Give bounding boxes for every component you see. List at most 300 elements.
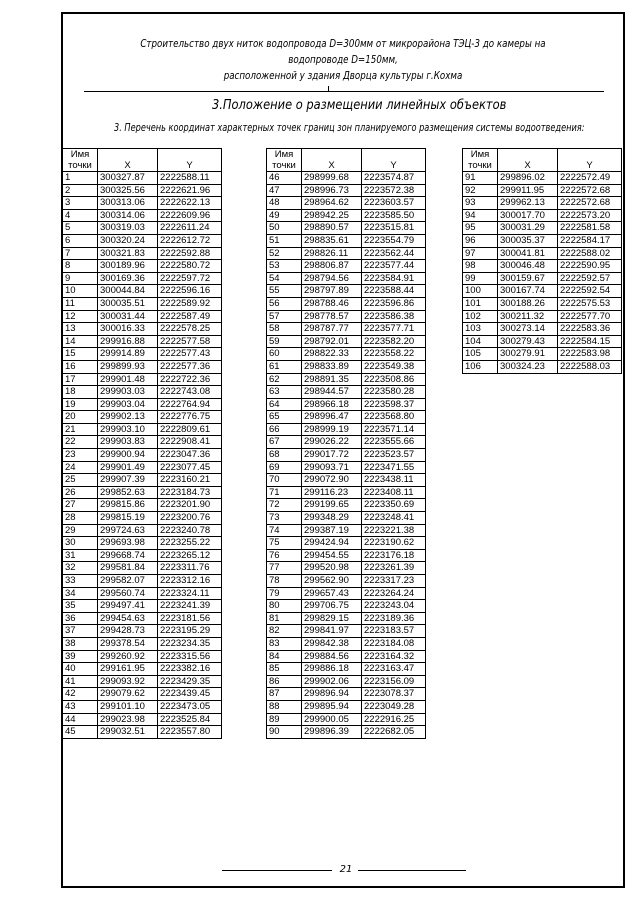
point-name-cell: 33: [63, 575, 98, 588]
x-coordinate-cell: 299815.86: [98, 499, 158, 512]
point-name-cell: 8: [63, 260, 98, 273]
table-row: [63, 461, 222, 474]
y-coordinate-cell: 2223201.90: [158, 499, 222, 512]
point-name-cell: 13: [63, 323, 98, 336]
point-name-cell: 22: [63, 436, 98, 449]
x-coordinate-cell: 300046.48: [498, 260, 558, 273]
x-coordinate-cell: 298964.62: [302, 197, 362, 210]
point-name-cell: 3: [63, 197, 98, 210]
x-coordinate-cell: 299161.95: [98, 663, 158, 676]
y-coordinate-cell: 2223598.37: [362, 398, 426, 411]
table-row: [63, 247, 222, 260]
x-coordinate-cell: 299852.63: [98, 486, 158, 499]
page-number: 21: [339, 864, 353, 875]
point-name-cell: 18: [63, 386, 98, 399]
x-coordinate-cell: 299116.23: [302, 486, 362, 499]
point-name-cell: 25: [63, 474, 98, 487]
table-row: [267, 600, 426, 613]
y-coordinate-cell: 2223184.08: [362, 637, 426, 650]
x-coordinate-cell: 298996.47: [302, 411, 362, 424]
table-row: [267, 386, 426, 399]
col-header-y: Y: [362, 149, 426, 172]
y-coordinate-cell: 2223184.73: [158, 486, 222, 499]
y-coordinate-cell: 2223163.47: [362, 663, 426, 676]
y-coordinate-cell: 2222588.02: [558, 247, 622, 260]
point-name-cell: 39: [63, 650, 98, 663]
table-row: [267, 335, 426, 348]
x-coordinate-cell: 299520.98: [302, 562, 362, 575]
y-coordinate-cell: 2222584.15: [558, 335, 622, 348]
table-row: [63, 637, 222, 650]
x-coordinate-cell: 300188.26: [498, 297, 558, 310]
x-coordinate-cell: 300273.14: [498, 323, 558, 336]
y-coordinate-cell: 2222581.58: [558, 222, 622, 235]
y-coordinate-cell: 2222621.96: [158, 184, 222, 197]
table-row: [267, 499, 426, 512]
y-coordinate-cell: 2222722.36: [158, 373, 222, 386]
y-coordinate-cell: 2222916.25: [362, 713, 426, 726]
table-row: [63, 323, 222, 336]
y-coordinate-cell: 2223584.91: [362, 272, 426, 285]
x-coordinate-cell: 299093.92: [98, 675, 158, 688]
y-coordinate-cell: 2222577.70: [558, 310, 622, 323]
y-coordinate-cell: 2222590.95: [558, 260, 622, 273]
point-name-cell: 15: [63, 348, 98, 361]
point-name-cell: 55: [267, 285, 302, 298]
x-coordinate-cell: 300314.06: [98, 209, 158, 222]
y-coordinate-cell: 2222583.36: [558, 323, 622, 336]
table-row: [267, 486, 426, 499]
point-name-cell: 23: [63, 449, 98, 462]
table-row: [63, 675, 222, 688]
table-row: [463, 209, 622, 222]
point-name-cell: 75: [267, 537, 302, 550]
table-row: [267, 222, 426, 235]
x-coordinate-cell: 300017.70: [498, 209, 558, 222]
x-coordinate-cell: 299032.51: [98, 726, 158, 739]
y-coordinate-cell: 2223221.38: [362, 524, 426, 537]
table-row: [63, 172, 222, 185]
x-coordinate-cell: 299560.74: [98, 587, 158, 600]
y-coordinate-cell: 2222592.54: [558, 285, 622, 298]
y-coordinate-cell: 2222588.11: [158, 172, 222, 185]
point-name-cell: 16: [63, 360, 98, 373]
point-name-cell: 42: [63, 688, 98, 701]
point-name-cell: 58: [267, 323, 302, 336]
table-row: [267, 297, 426, 310]
x-coordinate-cell: 298788.46: [302, 297, 362, 310]
y-coordinate-cell: 2223049.28: [362, 700, 426, 713]
x-coordinate-cell: 298944.57: [302, 386, 362, 399]
x-coordinate-cell: 299900.94: [98, 449, 158, 462]
x-coordinate-cell: 298891.35: [302, 373, 362, 386]
col-header-x: X: [498, 149, 558, 172]
x-coordinate-cell: 299901.48: [98, 373, 158, 386]
table-row: [267, 398, 426, 411]
table-row: [267, 549, 426, 562]
x-coordinate-cell: 298835.61: [302, 234, 362, 247]
x-coordinate-cell: 299902.13: [98, 411, 158, 424]
y-coordinate-cell: 2222776.75: [158, 411, 222, 424]
x-coordinate-cell: 299668.74: [98, 549, 158, 562]
point-name-cell: 90: [267, 726, 302, 739]
y-coordinate-cell: 2222592.57: [558, 272, 622, 285]
point-name-cell: 47: [267, 184, 302, 197]
point-name-cell: 86: [267, 675, 302, 688]
x-coordinate-cell: 300211.32: [498, 310, 558, 323]
x-coordinate-cell: 299903.03: [98, 386, 158, 399]
point-name-cell: 52: [267, 247, 302, 260]
point-name-cell: 14: [63, 335, 98, 348]
x-coordinate-cell: 299026.22: [302, 436, 362, 449]
footer-line-left: [222, 870, 332, 871]
point-name-cell: 12: [63, 310, 98, 323]
header-line-2: расположенной у здания Дворца культуры г.Кохма: [223, 70, 463, 82]
table-row: [63, 587, 222, 600]
point-name-cell: 98: [463, 260, 498, 273]
table-row: [63, 575, 222, 588]
y-coordinate-cell: 2222622.13: [158, 197, 222, 210]
table-row: [63, 600, 222, 613]
table-row: [463, 222, 622, 235]
x-coordinate-cell: 299348.29: [302, 512, 362, 525]
y-coordinate-cell: 2222908.41: [158, 436, 222, 449]
table-row: [63, 562, 222, 575]
x-coordinate-cell: 299023.98: [98, 713, 158, 726]
y-coordinate-cell: 2223582.20: [362, 335, 426, 348]
table-row: [63, 398, 222, 411]
point-name-cell: 59: [267, 335, 302, 348]
table-row: [267, 663, 426, 676]
y-coordinate-cell: 2223571.14: [362, 423, 426, 436]
y-coordinate-cell: 2223574.87: [362, 172, 426, 185]
table-row: [63, 486, 222, 499]
y-coordinate-cell: 2223241.39: [158, 600, 222, 613]
y-coordinate-cell: 2222588.03: [558, 360, 622, 373]
y-coordinate-cell: 2223317.23: [362, 575, 426, 588]
point-name-cell: 48: [267, 197, 302, 210]
y-coordinate-cell: 2223183.57: [362, 625, 426, 638]
section-title: 3.Положение о размещении линейных объектов: [212, 98, 507, 113]
y-coordinate-cell: 2223078.37: [362, 688, 426, 701]
y-coordinate-cell: 2222596.16: [158, 285, 222, 298]
col-header-name: [267, 149, 302, 172]
table-row: [267, 436, 426, 449]
point-name-cell: 60: [267, 348, 302, 361]
table-row: [267, 234, 426, 247]
y-coordinate-cell: 2223200.76: [158, 512, 222, 525]
x-coordinate-cell: 300044.84: [98, 285, 158, 298]
point-name-cell: 49: [267, 209, 302, 222]
point-name-cell: 5: [63, 222, 98, 235]
y-coordinate-cell: 2222577.43: [158, 348, 222, 361]
x-coordinate-cell: 298999.19: [302, 423, 362, 436]
table-row: [63, 726, 222, 739]
y-coordinate-cell: 2222584.17: [558, 234, 622, 247]
table-row: [63, 184, 222, 197]
point-name-cell: 78: [267, 575, 302, 588]
x-coordinate-cell: 299428.73: [98, 625, 158, 638]
y-coordinate-cell: 2223471.55: [362, 461, 426, 474]
x-coordinate-cell: 298806.87: [302, 260, 362, 273]
x-coordinate-cell: 299907.39: [98, 474, 158, 487]
point-name-cell: 92: [463, 184, 498, 197]
table-header-row: [463, 149, 622, 172]
table-row: [63, 688, 222, 701]
point-name-cell: 101: [463, 297, 498, 310]
table-row: [463, 234, 622, 247]
table-row: [463, 272, 622, 285]
point-name-cell: 63: [267, 386, 302, 399]
y-coordinate-cell: 2223181.56: [158, 612, 222, 625]
table-row: [63, 700, 222, 713]
x-coordinate-cell: 299884.56: [302, 650, 362, 663]
y-coordinate-cell: 2223603.57: [362, 197, 426, 210]
point-name-cell: 21: [63, 423, 98, 436]
point-name-cell: 79: [267, 587, 302, 600]
point-name-cell: 38: [63, 637, 98, 650]
y-coordinate-cell: 2223176.18: [362, 549, 426, 562]
table-row: [63, 436, 222, 449]
table-row: [267, 197, 426, 210]
point-name-cell: 97: [463, 247, 498, 260]
y-coordinate-cell: 2223240.78: [158, 524, 222, 537]
y-coordinate-cell: 2223515.81: [362, 222, 426, 235]
table-row: [63, 335, 222, 348]
point-name-cell: 87: [267, 688, 302, 701]
point-name-cell: 44: [63, 713, 98, 726]
col-header-name: [63, 149, 98, 172]
x-coordinate-cell: 299896.94: [302, 688, 362, 701]
point-name-cell: 76: [267, 549, 302, 562]
table-row: [63, 272, 222, 285]
point-name-cell: 43: [63, 700, 98, 713]
point-name-cell: 30: [63, 537, 98, 550]
y-coordinate-cell: 2223596.86: [362, 297, 426, 310]
y-coordinate-cell: 2223577.44: [362, 260, 426, 273]
point-name-cell: 62: [267, 373, 302, 386]
point-name-cell: 71: [267, 486, 302, 499]
point-name-cell: 45: [63, 726, 98, 739]
table-row: [267, 247, 426, 260]
y-coordinate-cell: 2222609.96: [158, 209, 222, 222]
table-header-row: [63, 149, 222, 172]
table-row: [63, 474, 222, 487]
y-coordinate-cell: 2222587.49: [158, 310, 222, 323]
table-row: [267, 260, 426, 273]
coordinates-table-1: [62, 148, 222, 739]
y-coordinate-cell: 2223047.36: [158, 449, 222, 462]
x-coordinate-cell: 299841.97: [302, 625, 362, 638]
table-row: [63, 449, 222, 462]
point-name-cell: 57: [267, 310, 302, 323]
x-coordinate-cell: 299260.92: [98, 650, 158, 663]
x-coordinate-cell: 299581.84: [98, 562, 158, 575]
point-name-cell: 50: [267, 222, 302, 235]
table-row: [267, 688, 426, 701]
x-coordinate-cell: 300016.33: [98, 323, 158, 336]
y-coordinate-cell: 2223588.44: [362, 285, 426, 298]
x-coordinate-cell: 298942.25: [302, 209, 362, 222]
col-header-name: [463, 149, 498, 172]
point-name-cell: 67: [267, 436, 302, 449]
y-coordinate-cell: 2222578.25: [158, 323, 222, 336]
header-divider: [84, 91, 604, 92]
y-coordinate-cell: 2223525.84: [158, 713, 222, 726]
x-coordinate-cell: 299072.90: [302, 474, 362, 487]
y-coordinate-cell: 2223586.38: [362, 310, 426, 323]
table-row: [267, 449, 426, 462]
table-row: [463, 335, 622, 348]
table-row: [463, 260, 622, 273]
y-coordinate-cell: 2223429.35: [158, 675, 222, 688]
y-coordinate-cell: 2223439.45: [158, 688, 222, 701]
x-coordinate-cell: 299497.41: [98, 600, 158, 613]
table-row: [267, 285, 426, 298]
point-name-cell: 61: [267, 360, 302, 373]
table-row: [267, 360, 426, 373]
table-row: [63, 650, 222, 663]
x-coordinate-cell: 299582.07: [98, 575, 158, 588]
y-coordinate-cell: 2223261.39: [362, 562, 426, 575]
x-coordinate-cell: 299657.43: [302, 587, 362, 600]
x-coordinate-cell: 298822.33: [302, 348, 362, 361]
x-coordinate-cell: 299903.04: [98, 398, 158, 411]
x-coordinate-cell: 298999.68: [302, 172, 362, 185]
x-coordinate-cell: 298794.56: [302, 272, 362, 285]
point-name-cell: 88: [267, 700, 302, 713]
table-row: [267, 637, 426, 650]
table-row: [267, 423, 426, 436]
y-coordinate-cell: 2223265.12: [158, 549, 222, 562]
y-coordinate-cell: 2222612.72: [158, 234, 222, 247]
x-coordinate-cell: 299387.19: [302, 524, 362, 537]
x-coordinate-cell: 300321.83: [98, 247, 158, 260]
table-row: [267, 587, 426, 600]
table-row: [63, 625, 222, 638]
y-coordinate-cell: 2223315.56: [158, 650, 222, 663]
y-coordinate-cell: 2223324.11: [158, 587, 222, 600]
table-row: [463, 184, 622, 197]
x-coordinate-cell: 299079.62: [98, 688, 158, 701]
x-coordinate-cell: 298966.18: [302, 398, 362, 411]
x-coordinate-cell: 298996.73: [302, 184, 362, 197]
point-name-cell: 27: [63, 499, 98, 512]
col-header-name-line1: Имя: [274, 149, 294, 160]
x-coordinate-cell: 300159.67: [498, 272, 558, 285]
x-coordinate-cell: 298787.77: [302, 323, 362, 336]
table-row: [63, 537, 222, 550]
x-coordinate-cell: 300167.74: [498, 285, 558, 298]
table-row: [463, 360, 622, 373]
point-name-cell: 46: [267, 172, 302, 185]
table-row: [267, 713, 426, 726]
y-coordinate-cell: 2223243.04: [362, 600, 426, 613]
x-coordinate-cell: 299424.94: [302, 537, 362, 550]
x-coordinate-cell: 299916.88: [98, 335, 158, 348]
x-coordinate-cell: 300319.03: [98, 222, 158, 235]
y-coordinate-cell: 2222809.61: [158, 423, 222, 436]
point-name-cell: 2: [63, 184, 98, 197]
table-row: [463, 310, 622, 323]
y-coordinate-cell: 2222573.20: [558, 209, 622, 222]
table-row: [63, 663, 222, 676]
point-name-cell: 100: [463, 285, 498, 298]
y-coordinate-cell: 2223508.86: [362, 373, 426, 386]
y-coordinate-cell: 2222743.08: [158, 386, 222, 399]
y-coordinate-cell: 2223164.32: [362, 650, 426, 663]
y-coordinate-cell: 2223189.36: [362, 612, 426, 625]
point-name-cell: 1: [63, 172, 98, 185]
x-coordinate-cell: 298890.57: [302, 222, 362, 235]
x-coordinate-cell: 298826.11: [302, 247, 362, 260]
point-name-cell: 80: [267, 600, 302, 613]
x-coordinate-cell: 299815.19: [98, 512, 158, 525]
point-name-cell: 34: [63, 587, 98, 600]
y-coordinate-cell: 2223562.44: [362, 247, 426, 260]
x-coordinate-cell: 298778.57: [302, 310, 362, 323]
table-row: [63, 386, 222, 399]
table-row: [63, 713, 222, 726]
table-row: [267, 209, 426, 222]
y-coordinate-cell: 2222575.53: [558, 297, 622, 310]
point-name-cell: 105: [463, 348, 498, 361]
x-coordinate-cell: 299901.49: [98, 461, 158, 474]
point-name-cell: 77: [267, 562, 302, 575]
x-coordinate-cell: 300035.51: [98, 297, 158, 310]
point-name-cell: 17: [63, 373, 98, 386]
y-coordinate-cell: 2223585.50: [362, 209, 426, 222]
table-row: [63, 234, 222, 247]
point-name-cell: 7: [63, 247, 98, 260]
y-coordinate-cell: 2223523.57: [362, 449, 426, 462]
y-coordinate-cell: 2223195.29: [158, 625, 222, 638]
point-name-cell: 69: [267, 461, 302, 474]
table-row: [267, 524, 426, 537]
y-coordinate-cell: 2222682.05: [362, 726, 426, 739]
y-coordinate-cell: 2222572.68: [558, 197, 622, 210]
footer-line-right: [358, 870, 466, 871]
x-coordinate-cell: 299093.71: [302, 461, 362, 474]
point-name-cell: 74: [267, 524, 302, 537]
y-coordinate-cell: 2222572.49: [558, 172, 622, 185]
x-coordinate-cell: 298792.01: [302, 335, 362, 348]
table-row: [463, 247, 622, 260]
table-row: [267, 612, 426, 625]
x-coordinate-cell: 299911.95: [498, 184, 558, 197]
x-coordinate-cell: 300313.06: [98, 197, 158, 210]
point-name-cell: 6: [63, 234, 98, 247]
x-coordinate-cell: 300035.37: [498, 234, 558, 247]
x-coordinate-cell: 300324.23: [498, 360, 558, 373]
point-name-cell: 99: [463, 272, 498, 285]
point-name-cell: 26: [63, 486, 98, 499]
y-coordinate-cell: 2223160.21: [158, 474, 222, 487]
table-row: [63, 373, 222, 386]
table-row: [63, 512, 222, 525]
x-coordinate-cell: 299900.05: [302, 713, 362, 726]
table-row: [267, 700, 426, 713]
point-name-cell: 102: [463, 310, 498, 323]
point-name-cell: 66: [267, 423, 302, 436]
table-row: [63, 260, 222, 273]
point-name-cell: 83: [267, 637, 302, 650]
point-name-cell: 20: [63, 411, 98, 424]
point-name-cell: 84: [267, 650, 302, 663]
point-name-cell: 70: [267, 474, 302, 487]
table-header-row: [267, 149, 426, 172]
col-header-x: X: [98, 149, 158, 172]
